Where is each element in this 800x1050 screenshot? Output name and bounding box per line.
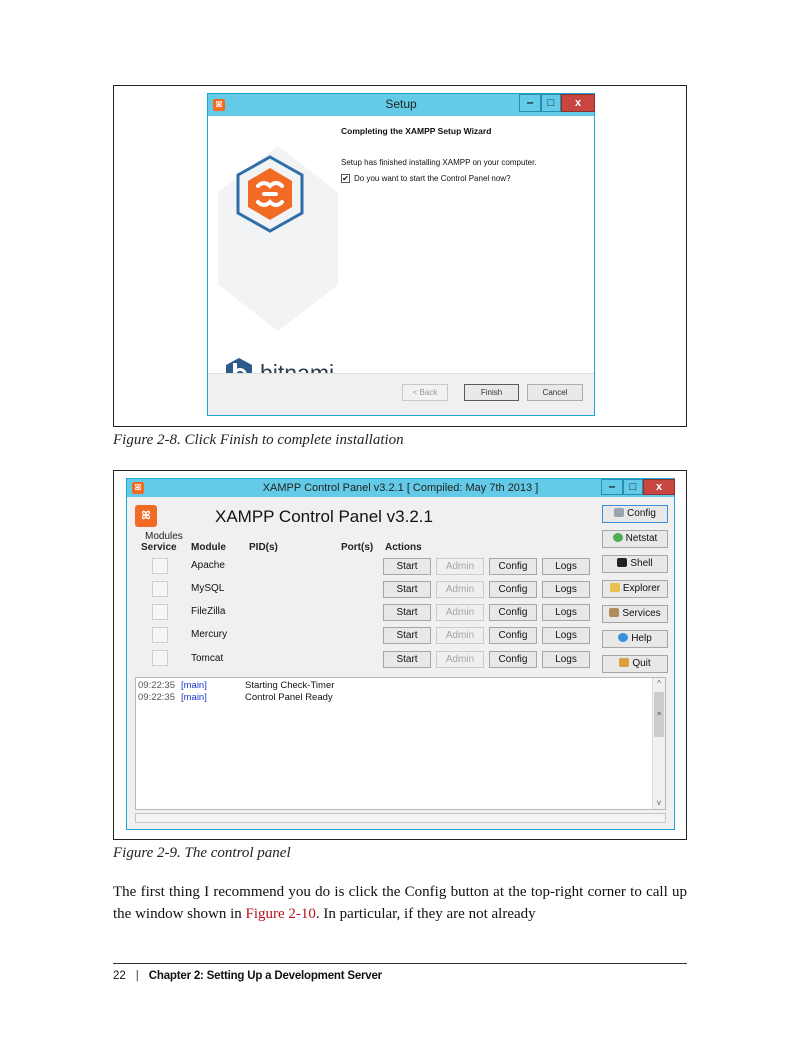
door-icon [619, 658, 629, 667]
wrench-icon [614, 508, 624, 517]
quit-label: Quit [632, 658, 651, 669]
module-name: Tomcat [191, 653, 224, 664]
maximize-button[interactable]: □ [541, 94, 561, 112]
xampp-logo-icon [234, 154, 306, 234]
log-message: Control Panel Ready [245, 692, 333, 703]
control-panel-heading: XAMPP Control Panel v3.2.1 [215, 507, 433, 526]
log-scrollbar[interactable] [652, 678, 665, 809]
log-time: 09:22:35 [138, 692, 175, 703]
quit-button[interactable] [602, 655, 668, 673]
page-footer [113, 970, 382, 982]
start-button[interactable]: Start [383, 581, 431, 598]
module-name: Mercury [191, 629, 228, 640]
setup-window [207, 93, 595, 416]
minimize-button[interactable]: ‒ [519, 94, 541, 112]
close-button[interactable]: x [643, 479, 675, 495]
module-name: Apache [191, 560, 225, 571]
wizard-title: Completing the XAMPP Setup Wizard [341, 126, 492, 136]
setup-message: Setup has finished installing XAMPP on your computer. [341, 158, 537, 167]
column-ports: Port(s) [341, 542, 374, 553]
back-button[interactable]: < Back [402, 384, 448, 401]
service-checkbox[interactable] [152, 627, 168, 643]
setup-side-panel [208, 116, 328, 376]
modules-label: Modules [145, 531, 183, 542]
log-module: [main] [180, 692, 207, 703]
folder-icon [610, 583, 620, 592]
log-line [138, 692, 333, 703]
help-label: Help [631, 633, 652, 644]
service-checkbox[interactable] [152, 650, 168, 666]
config-button[interactable]: Config [489, 627, 537, 644]
logs-button[interactable]: Logs [542, 627, 590, 644]
log-time: 09:22:35 [138, 680, 175, 691]
start-control-panel-checkbox[interactable]: ✔ [342, 174, 349, 183]
scroll-thumb[interactable]: ≡ [654, 692, 664, 737]
side-config-label: Config [627, 508, 656, 519]
service-checkbox[interactable] [152, 558, 168, 574]
close-button[interactable]: x [561, 94, 595, 112]
start-button[interactable]: Start [383, 604, 431, 621]
log-line [138, 680, 335, 691]
services-button[interactable] [602, 605, 668, 623]
footer-separator: | [135, 970, 139, 982]
logs-button[interactable]: Logs [542, 581, 590, 598]
log-output[interactable] [135, 677, 666, 810]
services-label: Services [622, 608, 661, 619]
column-actions: Actions [385, 542, 422, 553]
explorer-button[interactable] [602, 580, 668, 598]
config-button[interactable]: Config [489, 604, 537, 621]
admin-button[interactable]: Admin [436, 558, 484, 575]
figure-2-10-link[interactable]: Figure 2-10 [245, 906, 316, 922]
figure-2-8-caption: Figure 2-8. Click Finish to complete installation [113, 432, 404, 448]
services-icon [609, 608, 619, 617]
body-paragraph [113, 881, 687, 925]
side-config-button[interactable] [602, 505, 668, 523]
page-number: 22 [113, 970, 126, 982]
xampp-app-icon: ꕤ [213, 99, 225, 111]
admin-button[interactable]: Admin [436, 604, 484, 621]
module-name: FileZilla [191, 606, 226, 617]
paragraph-text: The first thing I recommend you do is click the Config button at the top-right corner to call up the window shown in [113, 884, 687, 922]
config-button[interactable]: Config [489, 581, 537, 598]
setup-window-title: Setup [385, 97, 417, 111]
xampp-logo-icon: ꕤ [135, 505, 157, 527]
setup-button-bar [208, 373, 594, 415]
footer-rule [113, 963, 687, 964]
column-service: Service [141, 542, 177, 553]
globe-icon [613, 533, 623, 542]
start-button[interactable]: Start [383, 651, 431, 668]
log-module: [main] [180, 680, 207, 691]
config-button[interactable]: Config [489, 651, 537, 668]
start-button[interactable]: Start [383, 627, 431, 644]
paragraph-text-end: . In particular, if they are not already [315, 906, 536, 922]
logs-button[interactable]: Logs [542, 651, 590, 668]
setup-title-bar [208, 94, 594, 116]
shell-label: Shell [630, 558, 653, 569]
control-panel-title-bar [127, 479, 674, 497]
admin-button[interactable]: Admin [436, 627, 484, 644]
help-button[interactable] [602, 630, 668, 648]
terminal-icon [617, 558, 627, 567]
status-bar [135, 813, 666, 823]
column-module: Module [191, 542, 226, 553]
xampp-app-icon: ꕤ [132, 482, 144, 494]
control-panel-window [126, 478, 675, 830]
start-control-panel-option[interactable] [341, 174, 586, 183]
netstat-label: Netstat [625, 533, 658, 544]
scroll-down-icon[interactable]: v [657, 798, 661, 807]
maximize-button[interactable]: □ [623, 479, 643, 495]
column-pids: PID(s) [249, 542, 278, 553]
control-panel-window-title: XAMPP Control Panel v3.2.1 [ Compiled: May 7th 2013 ] [262, 482, 539, 494]
help-icon [618, 633, 628, 642]
admin-button[interactable]: Admin [436, 651, 484, 668]
scroll-up-icon[interactable]: ^ [657, 679, 661, 688]
shell-button[interactable] [602, 555, 668, 573]
finish-button[interactable]: Finish [464, 384, 519, 401]
explorer-label: Explorer [622, 583, 661, 594]
chapter-title: Chapter 2: Setting Up a Development Server [148, 970, 382, 982]
start-button[interactable]: Start [383, 558, 431, 575]
netstat-button[interactable] [602, 530, 668, 548]
admin-button[interactable]: Admin [436, 581, 484, 598]
config-button[interactable]: Config [489, 558, 537, 575]
setup-content [341, 126, 586, 183]
module-name: MySQL [191, 583, 225, 594]
service-checkbox[interactable] [152, 581, 168, 597]
start-control-panel-label: Do you want to start the Control Panel now? [354, 174, 511, 183]
logs-button[interactable]: Logs [542, 558, 590, 575]
figure-2-9-caption: Figure 2-9. The control panel [113, 845, 291, 861]
service-checkbox[interactable] [152, 604, 168, 620]
cancel-button[interactable]: Cancel [527, 384, 583, 401]
minimize-button[interactable]: ‒ [601, 479, 623, 495]
logs-button[interactable]: Logs [542, 604, 590, 621]
log-message: Starting Check-Timer [245, 680, 335, 691]
